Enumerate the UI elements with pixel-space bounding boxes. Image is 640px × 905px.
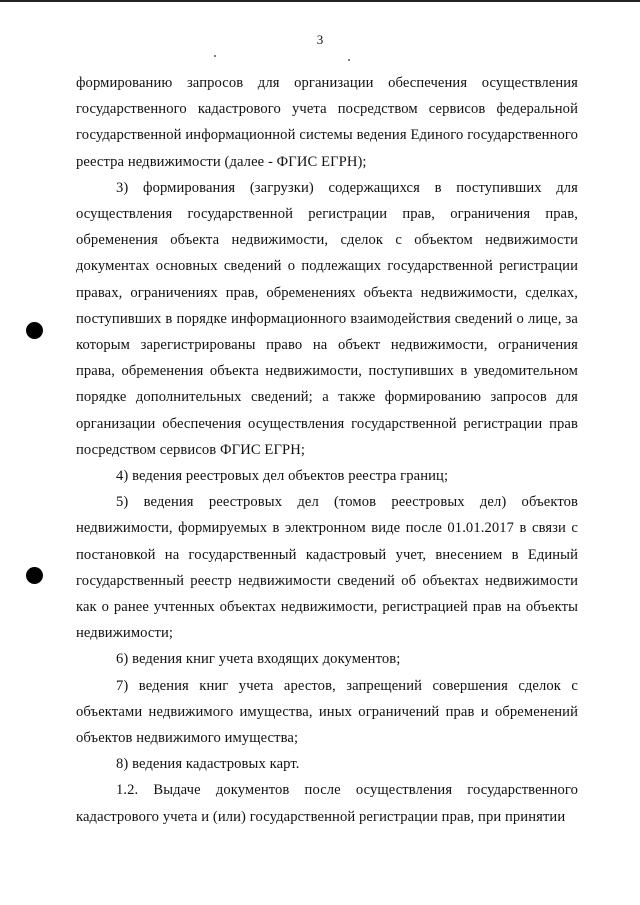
paragraph-item-7: 7) ведения книг учета арестов, запрещений совершения сделок с объектами недвижимого имущества, иных ограничений прав и обременений объектов недвижимого имущества;	[76, 677, 578, 747]
punch-hole-upper	[26, 322, 43, 339]
scan-speck	[214, 55, 216, 57]
paragraph-item-8: 8) ведения кадастровых карт.	[116, 756, 300, 773]
scan-top-border	[0, 0, 640, 2]
paragraph-section-1-2: 1.2. Выдаче документов после осуществления государственного кадастрового учета и (или) государственной регистрации прав, при принятии	[76, 782, 578, 825]
paragraph-item-3: 3) формирования (загрузки) содержащихся в поступивших для осуществления государственной регистрации прав, ограничения прав, обременения объекта недвижимости, сделок с объектом недвижимости документах основных сведений о подлежащих государственной регистрации правах, ограничениях прав, обременениях объекта недвижимости, сделках, поступивших в порядке информационного взаимодействия сведений о лице, за которым зарегистрированы право на объект недвижимости, ограничения права, обременения объекта недвижимости, поступивших в уведомительном порядке дополнительных сведений; а также формированию запросов для организации обеспечения осуществления государственной регистрации прав посредством сервисов ФГИС ЕГРН;	[76, 179, 578, 458]
punch-hole-lower	[26, 567, 43, 584]
paragraph-item-4: 4) ведения реестровых дел объектов реестра границ;	[116, 468, 449, 485]
paragraph-continuation: формированию запросов для организации обеспечения осуществления государственного кадастрового учета посредством сервисов федеральной государственной информационной системы ведения Единого государственного реестра недвижимости (далее - ФГИС ЕГРН);	[76, 75, 578, 170]
paragraph-item-6: 6) ведения книг учета входящих документов;	[116, 651, 401, 668]
page-number: 3	[316, 32, 324, 47]
paragraph-item-5: 5) ведения реестровых дел (томов реестровых дел) объектов недвижимости, формируемых в электронном виде после 01.01.2017 в связи с постановкой на государственный кадастровый учет, внесением в Единый государственный реестр недвижимости сведений об объектах недвижимости как о ранее учтенных объектах недвижимости, регистрацией прав на объекты недвижимости;	[76, 494, 578, 642]
scan-speck	[348, 59, 350, 61]
document-body	[76, 70, 578, 830]
